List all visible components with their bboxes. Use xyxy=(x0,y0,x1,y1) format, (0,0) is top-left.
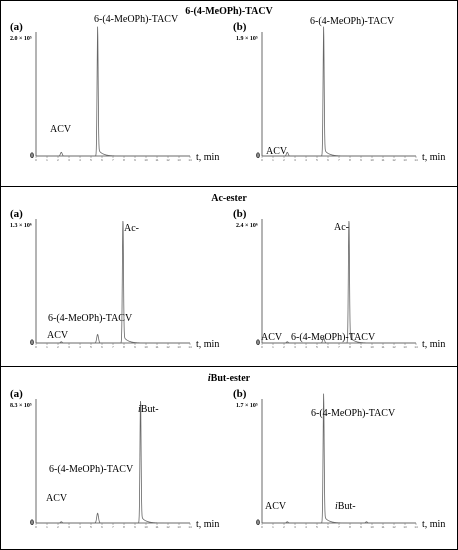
peak-label: 6-(4-MeOPh)-TACV xyxy=(48,313,133,324)
peak-label: ACV xyxy=(50,124,72,135)
peak-label: ACV xyxy=(266,146,288,157)
peak-label: ACV xyxy=(46,493,68,504)
y-zero-label: 0 xyxy=(256,151,260,160)
x-tick-label: 8 xyxy=(123,525,125,529)
x-axis-unit-label: t, min xyxy=(196,519,220,530)
x-tick-label: 0 xyxy=(35,525,37,529)
x-tick-label: 6 xyxy=(101,158,103,162)
y-max-label: 1.7 × 10⁵ xyxy=(236,403,258,409)
x-tick-label: 2 xyxy=(57,345,59,349)
chromatogram-trace xyxy=(36,221,190,343)
chromatogram-trace xyxy=(262,27,416,156)
x-axis-unit-label: t, min xyxy=(422,152,446,163)
x-tick-label: 14 xyxy=(414,345,418,349)
x-tick-label: 0 xyxy=(261,158,263,162)
x-tick-label: 7 xyxy=(338,525,340,529)
x-tick-label: 5 xyxy=(90,345,92,349)
x-tick-label: 5 xyxy=(316,525,318,529)
x-tick-label: 2 xyxy=(57,158,59,162)
x-tick-label: 2 xyxy=(283,525,285,529)
x-tick-label: 4 xyxy=(305,525,307,529)
x-tick-label: 8 xyxy=(123,345,125,349)
x-tick-label: 1 xyxy=(46,345,48,349)
x-tick-label: 11 xyxy=(381,525,385,529)
x-tick-label: 6 xyxy=(327,158,329,162)
panel-label: (a) xyxy=(10,208,23,220)
x-tick-label: 2 xyxy=(283,345,285,349)
x-tick-label: 5 xyxy=(316,345,318,349)
x-tick-label: 3 xyxy=(68,158,70,162)
x-tick-label: 11 xyxy=(155,525,159,529)
x-tick-label: 7 xyxy=(338,345,340,349)
x-tick-label: 6 xyxy=(327,345,329,349)
x-tick-label: 13 xyxy=(177,525,181,529)
x-tick-label: 9 xyxy=(360,345,362,349)
x-tick-label: 12 xyxy=(392,158,396,162)
x-tick-label: 14 xyxy=(414,525,418,529)
y-max-label: 8.3 × 10⁵ xyxy=(10,403,32,409)
x-tick-label: 1 xyxy=(272,345,274,349)
x-tick-label: 3 xyxy=(294,158,296,162)
x-tick-label: 13 xyxy=(177,345,181,349)
x-tick-label: 0 xyxy=(35,345,37,349)
x-tick-label: 2 xyxy=(57,525,59,529)
x-tick-label: 8 xyxy=(349,158,351,162)
chromatogram-trace xyxy=(36,401,190,523)
x-tick-label: 1 xyxy=(46,158,48,162)
x-tick-label: 4 xyxy=(79,345,81,349)
chart-section xyxy=(10,6,445,163)
x-tick-label: 7 xyxy=(338,158,340,162)
peak-label: Ac- xyxy=(334,222,349,233)
peak-label: ACV xyxy=(265,501,287,512)
panel-label: (b) xyxy=(233,388,247,400)
x-tick-label: 5 xyxy=(316,158,318,162)
peak-label: 6-(4-MeOPh)-TACV xyxy=(94,14,179,25)
x-tick-label: 8 xyxy=(349,525,351,529)
peak-label: Ac- xyxy=(124,223,139,234)
x-tick-label: 12 xyxy=(166,158,170,162)
x-axis-unit-label: t, min xyxy=(196,339,220,350)
y-zero-label: 0 xyxy=(30,338,34,347)
chromatogram-panel xyxy=(10,388,219,530)
x-tick-label: 13 xyxy=(403,345,407,349)
x-tick-label: 10 xyxy=(370,158,374,162)
x-tick-label: 4 xyxy=(305,158,307,162)
panel-label: (a) xyxy=(10,388,23,400)
panel-label: (b) xyxy=(233,21,247,33)
y-max-label: 2.4 × 10⁶ xyxy=(236,223,258,229)
x-tick-label: 3 xyxy=(294,525,296,529)
x-tick-label: 8 xyxy=(349,345,351,349)
x-tick-label: 9 xyxy=(134,345,136,349)
x-tick-label: 10 xyxy=(370,525,374,529)
x-tick-label: 11 xyxy=(155,158,159,162)
x-tick-label: 9 xyxy=(134,525,136,529)
x-tick-label: 13 xyxy=(403,158,407,162)
y-max-label: 1.9 × 10⁵ xyxy=(236,36,258,42)
peak-label: 6-(4-MeOPh)-TACV xyxy=(291,332,376,343)
x-tick-label: 11 xyxy=(155,345,159,349)
x-tick-label: 14 xyxy=(188,158,192,162)
x-tick-label: 5 xyxy=(90,525,92,529)
x-tick-label: 9 xyxy=(360,158,362,162)
x-tick-label: 14 xyxy=(188,345,192,349)
x-tick-label: 3 xyxy=(68,525,70,529)
section-title: iBut-ester xyxy=(207,373,251,384)
y-zero-label: 0 xyxy=(30,151,34,160)
x-tick-label: 3 xyxy=(294,345,296,349)
y-max-label: 1.3 × 10⁶ xyxy=(10,223,32,229)
x-tick-label: 10 xyxy=(144,158,148,162)
section-title: 6-(4-MeOPh)-TACV xyxy=(185,6,273,17)
chromatogram-trace xyxy=(262,221,416,343)
chromatogram-panel xyxy=(10,208,219,350)
x-tick-label: 10 xyxy=(144,345,148,349)
x-tick-label: 12 xyxy=(392,345,396,349)
chromatogram-panel xyxy=(233,208,445,350)
peak-label: ACV xyxy=(261,332,283,343)
peak-label: 6-(4-MeOPh)-TACV xyxy=(49,464,134,475)
y-zero-label: 0 xyxy=(256,338,260,347)
x-tick-label: 7 xyxy=(112,158,114,162)
peak-label: iBut- xyxy=(335,501,356,512)
peak-label: ACV xyxy=(47,330,69,341)
x-tick-label: 6 xyxy=(327,525,329,529)
chromatogram-panel xyxy=(10,14,219,163)
x-axis-unit-label: t, min xyxy=(422,519,446,530)
x-tick-label: 1 xyxy=(46,525,48,529)
x-axis-unit-label: t, min xyxy=(196,152,220,163)
x-tick-label: 10 xyxy=(144,525,148,529)
x-tick-label: 14 xyxy=(414,158,418,162)
x-tick-label: 6 xyxy=(101,525,103,529)
x-tick-label: 0 xyxy=(35,158,37,162)
x-tick-label: 13 xyxy=(403,525,407,529)
panel-label: (a) xyxy=(10,21,23,33)
x-tick-label: 1 xyxy=(272,158,274,162)
x-tick-label: 3 xyxy=(68,345,70,349)
x-tick-label: 9 xyxy=(134,158,136,162)
x-tick-label: 12 xyxy=(166,345,170,349)
x-tick-label: 13 xyxy=(177,158,181,162)
y-max-label: 2.0 × 10⁵ xyxy=(10,36,32,42)
panel-label: (b) xyxy=(233,208,247,220)
x-tick-label: 8 xyxy=(123,158,125,162)
chromatogram-panel xyxy=(233,388,445,530)
x-tick-label: 7 xyxy=(112,345,114,349)
x-tick-label: 9 xyxy=(360,525,362,529)
x-axis-unit-label: t, min xyxy=(422,339,446,350)
chart-section xyxy=(10,193,445,350)
x-tick-label: 10 xyxy=(370,345,374,349)
x-tick-label: 11 xyxy=(381,345,385,349)
x-tick-label: 4 xyxy=(79,158,81,162)
x-tick-label: 6 xyxy=(101,345,103,349)
y-zero-label: 0 xyxy=(256,518,260,527)
peak-label: iBut- xyxy=(138,404,159,415)
peak-label: 6-(4-MeOPh)-TACV xyxy=(310,16,395,27)
chromatogram-panel xyxy=(233,16,445,163)
y-zero-label: 0 xyxy=(30,518,34,527)
x-tick-label: 0 xyxy=(261,525,263,529)
x-tick-label: 5 xyxy=(90,158,92,162)
x-tick-label: 0 xyxy=(261,345,263,349)
chart-section xyxy=(10,373,445,530)
x-tick-label: 12 xyxy=(392,525,396,529)
section-title: Ac-ester xyxy=(211,193,247,204)
x-tick-label: 11 xyxy=(381,158,385,162)
peak-label: 6-(4-MeOPh)-TACV xyxy=(311,408,396,419)
chromatogram-trace xyxy=(36,27,190,156)
x-tick-label: 4 xyxy=(305,345,307,349)
x-tick-label: 12 xyxy=(166,525,170,529)
x-tick-label: 4 xyxy=(79,525,81,529)
x-tick-label: 14 xyxy=(188,525,192,529)
x-tick-label: 1 xyxy=(272,525,274,529)
x-tick-label: 7 xyxy=(112,525,114,529)
x-tick-label: 2 xyxy=(283,158,285,162)
